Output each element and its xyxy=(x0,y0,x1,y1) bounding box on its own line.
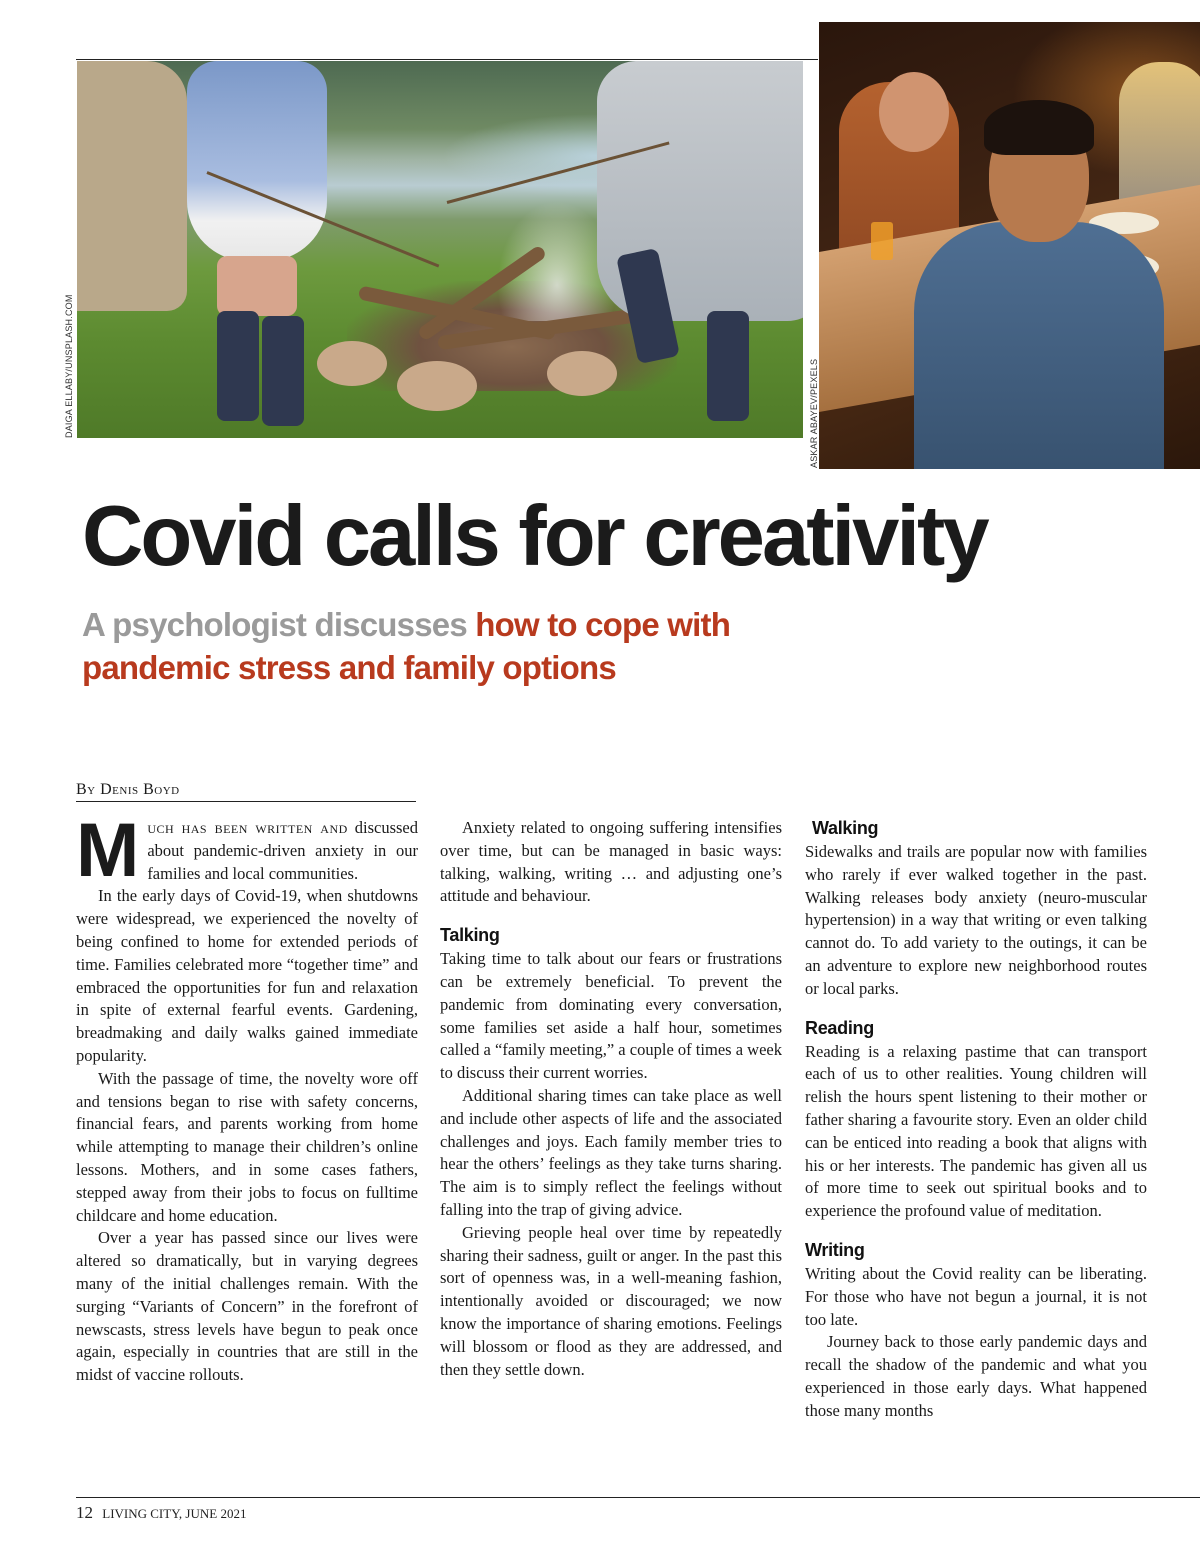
rain-boot xyxy=(217,311,259,421)
article-column-2 xyxy=(440,817,782,1381)
drop-cap: M xyxy=(76,808,140,893)
smiling-man-hair xyxy=(984,100,1094,155)
body-paragraph: With the passage of time, the novelty wore off and tensions began to rise with safety concerns, financial fears, and parents working from home while attempting to manage their children’s online lessons. Mothers, and in some cases fathers, stepped away from their jobs to focus on fulltime childcare and home education. xyxy=(76,1068,418,1225)
dinner-photo xyxy=(819,22,1200,469)
photo-credit-right: ASKAR ABAYEV/PEXELS xyxy=(809,358,819,468)
subhead-red-part: how to cope with pandemic stress and family options xyxy=(82,606,731,686)
body-paragraph: Additional sharing times can take place as well and include other aspects of life and the associated challenges and joys. Each family member tries to hear the others’ feelings as they take turns sharing. The aim is to simply reflect the feelings without falling into the trap of giving advice. xyxy=(440,1085,782,1219)
body-paragraph: Anxiety related to ongoing suffering intensifies over time, but can be managed in basic ways: talking, walking, writing … and adjusting one’s attitude and behaviour. xyxy=(440,818,782,906)
body-paragraph: In the early days of Covid-19, when shutdowns were widespread, we experienced the novelty of being confined to home for extended periods of time. Families celebrated more “together time” and embraced the opportunities for fun and relaxation in spite of external fearful events. Gardening, breadmaking and daily walks gained immediate popularity. xyxy=(76,886,418,1065)
lead-paragraph xyxy=(76,808,419,893)
campfire-stone xyxy=(547,351,617,396)
body-paragraph: Over a year has passed since our lives were altered so dramatically, but in varying degrees many of the initial challenges remain. With the surging “Variants of Concern” in the forefront of newscasts, stress levels have begun to peak once again, especially in countries that are still in the midst of vaccine rollouts. xyxy=(76,1228,418,1385)
body-paragraph: Writing about the Covid reality can be liberating. For those who have not begun a journal, it is not too late. xyxy=(805,1263,1147,1329)
article-column-3 xyxy=(805,817,1147,1423)
byline: By Denis Boyd xyxy=(76,781,416,802)
article-headline: Covid calls for creativity xyxy=(82,489,987,584)
section-heading-reading: Reading xyxy=(805,1017,874,1038)
footer-rule xyxy=(76,1497,1200,1498)
rain-boot xyxy=(262,316,304,426)
body-paragraph: Grieving people heal over time by repeatedly sharing their sadness, guilt or anger. In the past this sort of openness was, in a well-meaning fashion, intentionally avoided or discouraged; we now know the importance of sharing emotions. Feelings will blossom or flood as they are addressed, and then they settle down. xyxy=(440,1222,782,1379)
body-paragraph: Journey back to those early pandemic days and recall the shadow of the pandemic and what you experienced in those early days. What happened those many months xyxy=(805,1332,1147,1420)
diner-background-head xyxy=(879,72,949,152)
smiling-man xyxy=(914,222,1164,469)
subhead-grey-part: A psychologist discusses xyxy=(82,606,467,643)
lead-small-caps: uch has been written and xyxy=(147,818,348,837)
rain-boot xyxy=(707,311,749,421)
child-dress xyxy=(187,61,327,261)
lead-paragraph-text: discussed about pandemic-driven anxiety in our families and local communities. xyxy=(147,818,419,883)
article-subhead xyxy=(82,603,842,689)
article-column-1 xyxy=(76,808,419,1387)
campfire-photo xyxy=(77,61,803,438)
adult-legs xyxy=(77,61,187,311)
top-rule xyxy=(76,59,818,60)
child-legs xyxy=(217,256,297,316)
section-heading-writing: Writing xyxy=(805,1239,865,1260)
section-heading-talking: Talking xyxy=(440,925,500,946)
section-heading-walking: Walking xyxy=(812,818,879,838)
photo-credit-left: DAIGA ELLABY/UNSPLASH.COM xyxy=(64,294,74,438)
campfire-stone xyxy=(397,361,477,411)
page-footer xyxy=(76,1503,246,1523)
page-number: 12 xyxy=(76,1503,93,1522)
body-paragraph: Reading is a relaxing pastime that can transport each of us to other realities. Young children will relish the hours spent listening to their mother or father sharing a favourite story. Even an older child can be enticed into reading a book that aligns with his or her interests. The pandemic has given all us of more time to seek out spiritual books and to experience the profound value of meditation. xyxy=(805,1041,1147,1221)
juice-glass xyxy=(871,222,893,260)
body-paragraph: Taking time to talk about our fears or frustrations can be extremely beneficial. To prevent the pandemic from dominating every conversation, some families set aside a half hour, sometimes called a “family meeting,” a couple of times a week to discuss their current worries. xyxy=(440,949,782,1083)
campfire-stone xyxy=(317,341,387,386)
publication-info: LIVING CITY, JUNE 2021 xyxy=(102,1506,247,1521)
body-paragraph: Sidewalks and trails are popular now with families who rarely if ever walked together in the past. Walking releases body anxiety (neuro-muscular hypertension) in a way that writing or even talking cannot do. To add variety to the outings, it can be an adventure to explore new neighborhood routes or local parks. xyxy=(805,842,1147,998)
